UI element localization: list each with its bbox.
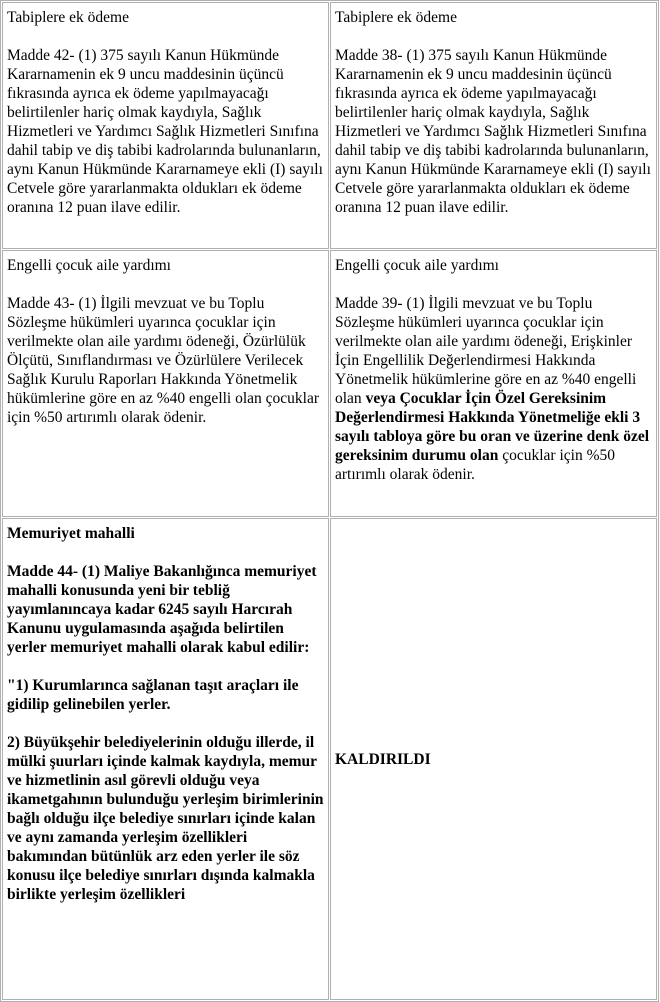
- body-end: çocuklar için %50 artırımlı olarak ödenir.: [335, 447, 615, 483]
- article-paragraph-1: Madde 44- (1) Maliye Bakanlığınca memuriyet mahalli konusunda yeni bir tebliğ yayımlanıncaya kadar 6245 sayılı Harcırah Kanunu uygulamasında aşağıda belirtilen yerler memuriyet mahalli olarak kabul edilir:: [7, 563, 317, 656]
- article-title: Memuriyet mahalli: [7, 525, 135, 542]
- old-text-cell: [2, 2, 329, 249]
- article-body: Madde 38- (1) 375 sayılı Kanun Hükmünde Kararnamenin ek 9 uncu maddesinin üçüncü fıkrasında ayrıca ek ödeme yapılmayacağı belirtilenler hariç olmak kaydıyla, Sağlık Hizmetleri ve Yardımcı Sağlık Hizmetleri Sınıfına dahil tabip ve diş tabibi kadrolarında bulunanların, aynı Kanun Hükmünde Kararnameye ekli (I) sayılı Cetvele göre yararlanmakta oldukları ek ödeme oranına 12 puan ilave edilir.: [335, 47, 651, 216]
- table-row: [2, 250, 657, 517]
- article-title: Tabiplere ek ödeme: [335, 9, 457, 26]
- article-body: Madde 43- (1) İlgili mevzuat ve bu Toplu Sözleşme hükümleri uyarınca çocuklar için verilmekte olan aile yardımı ödeneği, Özürlülük Ölçütü, Sınıflandırması ve Özürlülere Verilecek Sağlık Kurulu Raporları Hakkında Yönetmelik hükümlerine göre en az %40 engelli olan çocuklar için %50 artırımlı olarak ödenir.: [7, 295, 320, 426]
- old-text-cell: [2, 518, 329, 1000]
- table-row: [2, 518, 657, 1000]
- amended-text: veya Çocuklar İçin Özel Gereksinim Değerlendirmesi Hakkında Yönetmeliğe ekli 3 sayılı tabloya göre bu oran ve üzerine denk özel gereksinim durumu olan: [335, 390, 650, 464]
- article-paragraph-3: 2) Büyükşehir belediyelerinin olduğu illerde, il mülki şuurları içinde kalmak kaydıyla, memur ve hizmetlinin asıl görevli olduğu veya ikametgahının bulunduğu yerleşim birimlerinin bağlı olduğu ilçe belediye sınırları içinde kalan ve aynı zamanda yerleşim özellikleri bakımından bütünlük arz eden yerler ile söz konusu ilçe belediye sınırları dışında kalmakla birlikte yerleşim özellikleri: [7, 734, 324, 903]
- article-title: Engelli çocuk aile yardımı: [7, 257, 171, 274]
- table-row: [2, 2, 657, 249]
- old-text-cell: [2, 250, 329, 517]
- new-text-cell: [330, 2, 657, 249]
- new-text-cell: [330, 518, 657, 1000]
- article-title: Engelli çocuk aile yardımı: [335, 257, 499, 274]
- repealed-status: KALDIRILDI: [335, 750, 431, 768]
- body-start: Madde 39- (1) İlgili mevzuat ve bu Toplu Sözleşme hükümleri uyarınca çocuklar için verilmekte olan aile yardımı ödeneği, Erişkinler İçin Engellilik Değerlendirmesi Hakkında Yönetmelik hükümlerine göre en az %40 engelli olan: [335, 295, 637, 407]
- article-body: [335, 294, 652, 484]
- article-title: Tabiplere ek ödeme: [7, 9, 129, 26]
- article-paragraph-2: "1) Kurumlarınca sağlanan taşıt araçları ile gidilip gelinebilen yerler.: [7, 677, 299, 713]
- new-text-cell: [330, 250, 657, 517]
- article-body: Madde 42- (1) 375 sayılı Kanun Hükmünde Kararnamenin ek 9 uncu maddesinin üçüncü fıkrasında ayrıca ek ödeme yapılmayacağı belirtilenler hariç olmak kaydıyla, Sağlık Hizmetleri ve Yardımcı Sağlık Hizmetleri Sınıfına dahil tabip ve diş tabibi kadrolarında bulunanların, aynı Kanun Hükmünde Kararnameye ekli (I) sayılı Cetvele göre yararlanmakta oldukları ek ödeme oranına 12 puan ilave edilir.: [7, 47, 323, 216]
